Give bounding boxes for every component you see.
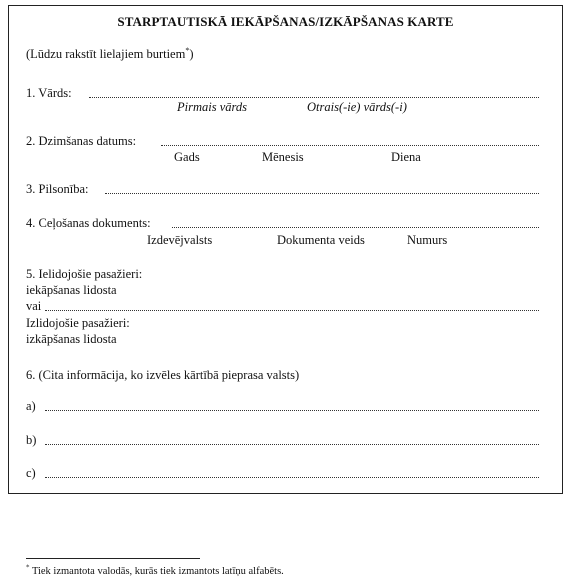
travel-document-label: 4. Ceļošanas dokuments: [26, 216, 151, 230]
boarding-airport-label: iekāpšanas lidosta [26, 283, 117, 297]
instruction-text: (Lūdzu rakstīt lielajiem burtiem*) [26, 45, 194, 61]
other-c-label: c) [26, 466, 36, 480]
or-label: vai [26, 299, 42, 313]
footnote-divider [26, 558, 200, 559]
other-info-label: 6. (Cita informācija, ko izvēles kārtībā pieprasa valsts) [26, 368, 300, 382]
other-b-field[interactable] [45, 444, 539, 445]
citizenship-label: 3. Pilsonība: [26, 182, 89, 196]
other-c-field[interactable] [45, 477, 539, 478]
birth-date-field[interactable] [161, 145, 539, 146]
other-b-label: b) [26, 433, 37, 447]
document-number-caption: Numurs [407, 233, 448, 247]
footnote-asterisk: * [26, 563, 30, 572]
other-a-label: a) [26, 399, 36, 413]
departing-passengers-label: Izlidojošie pasažieri: [26, 316, 130, 330]
month-caption: Mēnesis [262, 150, 304, 164]
birth-date-label: 2. Dzimšanas datums: [26, 134, 137, 148]
airport-field[interactable] [45, 310, 539, 311]
footnote-mark: * [185, 45, 190, 55]
issuing-country-caption: Izdevējvalsts [147, 233, 213, 247]
form-title: STARPTAUTISKĀ IEKĀPŠANAS/IZKĀPŠANAS KARTE [117, 14, 454, 29]
travel-document-field[interactable] [172, 227, 539, 228]
name-field[interactable] [89, 97, 539, 98]
year-caption: Gads [174, 150, 200, 164]
document-type-caption: Dokumenta veids [277, 233, 365, 247]
day-caption: Diena [391, 150, 421, 164]
boarding-card-form [8, 5, 563, 494]
citizenship-field[interactable] [105, 193, 539, 194]
first-name-caption: Pirmais vārds [177, 100, 248, 114]
other-names-caption: Otrais(-ie) vārds(-i) [307, 100, 407, 114]
disembark-airport-label: izkāpšanas lidosta [26, 332, 117, 346]
footnote [26, 563, 284, 577]
arriving-passengers-label: 5. Ielidojošie pasažieri: [26, 267, 143, 281]
other-a-field[interactable] [45, 410, 539, 411]
footnote-text: Tiek izmantota valodās, kurās tiek izmantots latīņu alfabēts. [31, 566, 284, 577]
name-label: 1. Vārds: [26, 86, 72, 100]
